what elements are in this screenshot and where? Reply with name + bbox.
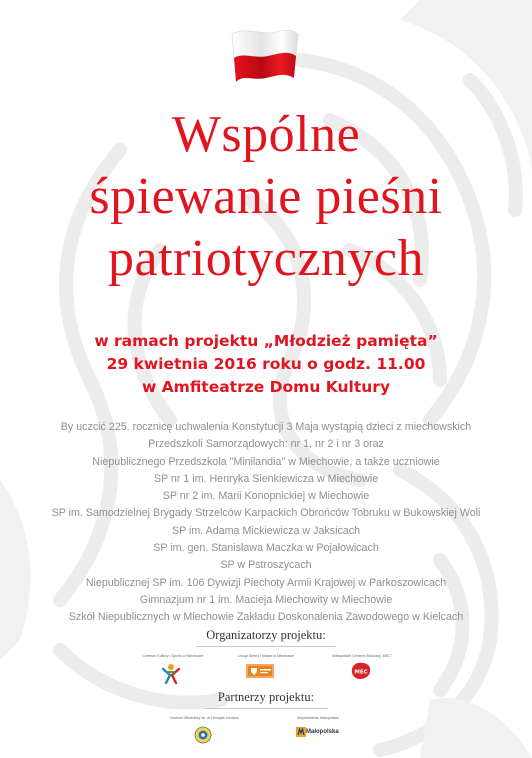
partners-divider <box>204 708 328 709</box>
title-line-1: Wspólne <box>171 106 361 163</box>
partner-caption-2: Województwo Małopolskie <box>296 716 340 720</box>
description-line: SP im. Samodzielnej Brygady Strzelców Karpackich Obrońców Tobruku w Bukowskiej Woli <box>51 507 481 520</box>
miechow-coat-of-arms-icon <box>246 664 274 678</box>
description-line: By uczcić 225. rocznicę uchwalenia Konstytucji 3 Maja wystąpią dzieci z miechowskich <box>60 421 472 433</box>
description-block <box>0 419 532 627</box>
event-project-line: w ramach projektu „Młodzież pamięta” <box>94 332 438 350</box>
poster-title <box>0 104 532 290</box>
partner-caption-1: Centrum Młodzieży im. dr Henryka Jordana <box>169 716 239 720</box>
organizers-heading: Organizatorzy projektu: <box>206 628 326 642</box>
title-line-2: śpiewanie pieśni <box>89 168 443 225</box>
description-line: SP nr 1 im. Henryka Sienkiewicza w Miechowie <box>153 472 379 485</box>
organizers-divider <box>196 646 336 647</box>
description-line: Szkół Niepublicznych w Miechowie Zakładu Doskonalenia Zawodowego w Kielcach <box>68 611 464 624</box>
description-line: Niepublicznego Przedszkola "Minilandia" w Miechowie, a także uczniowie <box>92 455 440 468</box>
description-line: Przedszkoli Samorządowych: nr 1, nr 2 i nr 3 oraz <box>148 438 384 451</box>
polish-flag-icon <box>226 26 302 84</box>
description-line: Gimnazjum nr 1 im. Macieja Miechowity w Miechowie <box>139 593 393 606</box>
mec-logo-icon <box>350 661 372 681</box>
svg-text:MEC: MEC <box>354 669 368 676</box>
ckis-logo-icon <box>160 661 182 685</box>
cm-jordan-logo-icon <box>194 726 212 744</box>
event-venue-line: w Amfiteatrze Domu Kultury <box>141 378 391 396</box>
description-line: SP w Pstroszycach <box>220 559 312 572</box>
malopolska-wordmark: Małopolska <box>306 729 339 735</box>
description-line: SP im. gen. Stanisława Maczka w Pojałowicach <box>153 542 379 555</box>
event-details <box>0 330 532 399</box>
partners-heading: Partnerzy projektu: <box>217 690 315 704</box>
organizer-caption-2: Urząd Gminy i Miasta w Miechowie <box>238 654 294 658</box>
event-date-line: 29 kwietnia 2016 roku o godz. 11.00 <box>106 355 426 373</box>
title-line-3: patriotycznych <box>108 230 424 287</box>
malopolska-logo-icon <box>296 727 306 737</box>
description-line: Niepublicznej SP im. 106 Dywizji Piechoty Armii Krajowej w Parkoszowicach <box>85 576 447 589</box>
organizer-caption-3: Małopolskie Centrum Edukacji „MEC” <box>332 654 392 658</box>
organizer-caption-1: Centrum Kultury i Sportu w Miechowie <box>142 654 204 658</box>
description-line: SP im. Adama Mickiewicza w Jaksicach <box>171 524 361 537</box>
description-line: SP nr 2 im. Marii Konopnickiej w Miechowie <box>162 490 370 503</box>
